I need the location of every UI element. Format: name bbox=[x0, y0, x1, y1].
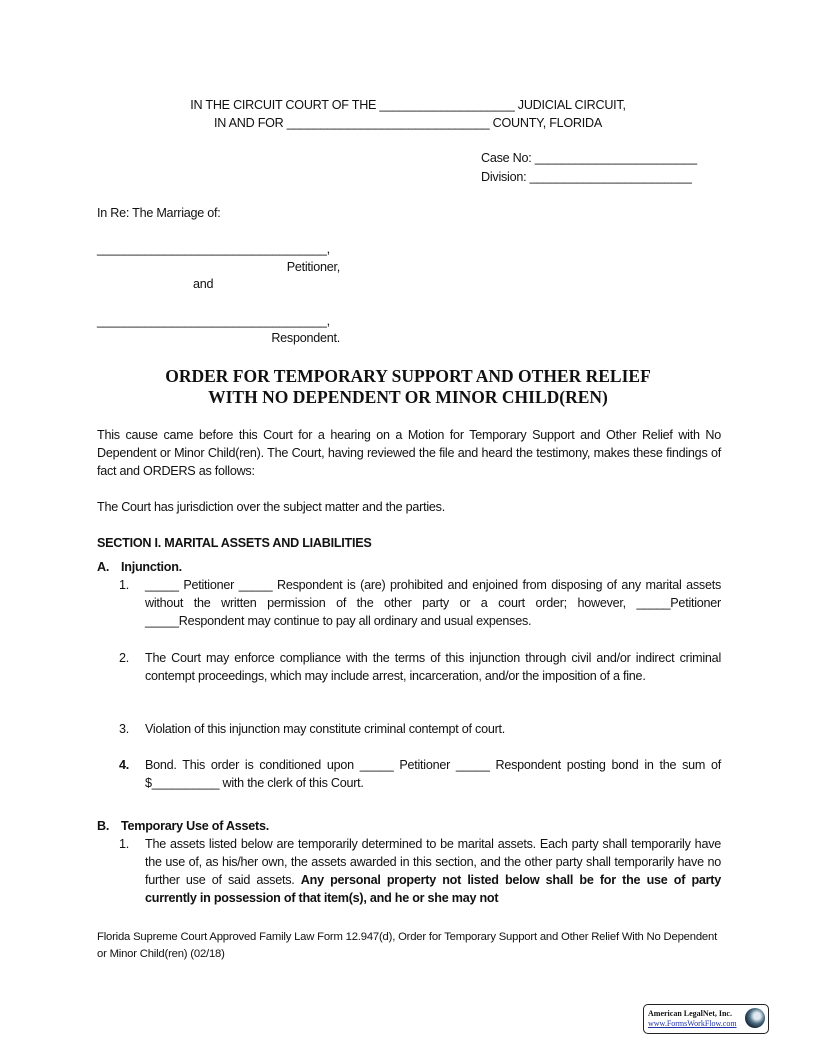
subsection-a-letter: A. bbox=[97, 560, 110, 574]
petitioner-label: Petitioner, bbox=[286, 260, 340, 274]
list-item bbox=[119, 835, 721, 907]
in-re-label: In Re: The Marriage of: bbox=[97, 206, 221, 220]
logo-company-name: American LegalNet, Inc. bbox=[648, 1009, 732, 1018]
court-header-line1: IN THE CIRCUIT COURT OF THE ____________________ JUDICIAL CIRCUIT, bbox=[190, 98, 626, 112]
item-bold-text: Any personal property not listed below shall be for the use of party currently in possession of that item(s), and he or she may not bbox=[145, 873, 721, 905]
intro-paragraph: This cause came before this Court for a hearing on a Motion for Temporary Support and Other Relief with No Dependent or Minor Child(ren). The Court, having reviewed the file and heard the testimony, makes these findings of fact and ORDERS as follows: bbox=[97, 428, 721, 478]
item-number: 4. bbox=[119, 758, 130, 772]
form-footer: Florida Supreme Court Approved Family Law Form 12.947(d), Order for Temporary Support and Other Relief With No Dependent or Minor Child(ren) (02/18) bbox=[97, 931, 718, 960]
item-number: 1. bbox=[119, 837, 130, 851]
document-title-line2: WITH NO DEPENDENT OR MINOR CHILD(REN) bbox=[208, 387, 608, 407]
jurisdiction-paragraph: The Court has jurisdiction over the subject matter and the parties. bbox=[97, 500, 445, 514]
and-label: and bbox=[193, 277, 214, 291]
item-text: _____ Petitioner _____ Respondent is (are) prohibited and enjoined from disposing of any marital assets without the written permission of the other party or a court order; however, _____Petitioner _____Respondent may continue to pay all ordinary and usual expenses. bbox=[145, 578, 721, 628]
globe-icon bbox=[745, 1008, 765, 1028]
petitioner-blank: __________________________________, bbox=[97, 242, 330, 256]
court-header-line2: IN AND FOR ______________________________ COUNTY, FLORIDA bbox=[213, 116, 603, 130]
document-title-line1: ORDER FOR TEMPORARY SUPPORT AND OTHER RELIEF bbox=[165, 366, 651, 386]
subsection-b-heading: Temporary Use of Assets. bbox=[121, 819, 269, 833]
item-text: The Court may enforce compliance with the terms of this injunction through civil and/or indirect criminal contempt proceedings, which may include arrest, incarceration, and/or the imposition of a fine. bbox=[145, 651, 721, 683]
item-number: 2. bbox=[119, 651, 130, 665]
respondent-label: Respondent. bbox=[271, 331, 340, 345]
list-item bbox=[119, 720, 721, 738]
publisher-logo[interactable] bbox=[643, 1004, 769, 1034]
list-item bbox=[119, 649, 721, 685]
item-text: Violation of this injunction may constitute criminal contempt of court. bbox=[145, 722, 506, 736]
division: Division: ________________________ bbox=[481, 170, 692, 184]
item-number: 3. bbox=[119, 722, 130, 736]
list-item bbox=[119, 756, 721, 792]
logo-url-link[interactable]: www.FormsWorkFlow.com bbox=[648, 1019, 737, 1028]
subsection-a-heading: Injunction. bbox=[121, 560, 182, 574]
subsection-b-letter: B. bbox=[97, 819, 110, 833]
item-text: The assets listed below are temporarily determined to be marital assets. Each party shall temporarily have the use of, as his/her own, the assets awarded in this section, and the other party shall temporarily have no further use of said assets. bbox=[145, 837, 721, 887]
item-number: 1. bbox=[119, 578, 130, 592]
section-heading: SECTION I. MARITAL ASSETS AND LIABILITIES bbox=[97, 536, 372, 550]
list-item bbox=[119, 576, 721, 630]
respondent-blank: __________________________________, bbox=[97, 314, 330, 328]
case-number: Case No: ________________________ bbox=[481, 151, 697, 165]
item-text: Bond. This order is conditioned upon _____ Petitioner _____ Respondent posting bond in the sum of $__________ with the clerk of this Court. bbox=[145, 758, 721, 790]
